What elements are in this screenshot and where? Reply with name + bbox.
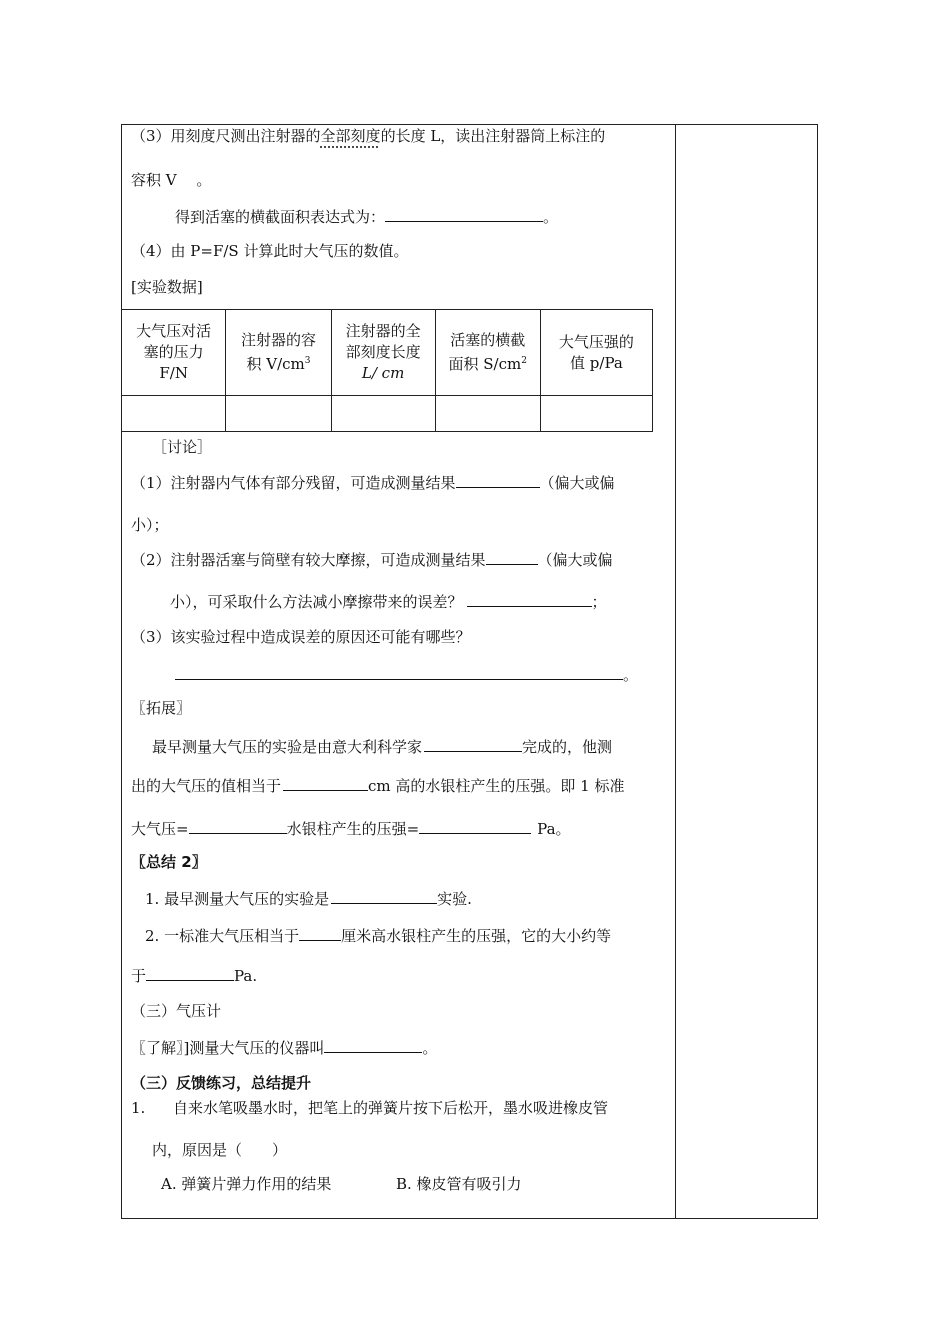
extension-heading: 〖拓展〗 bbox=[131, 699, 192, 717]
barometer-blank[interactable] bbox=[324, 1037, 422, 1053]
h2-line2 bbox=[228, 351, 328, 375]
step3-text-a: （3）用刻度尺测出注射器的 bbox=[131, 127, 321, 145]
h5-line1: 大气压强的 bbox=[558, 332, 634, 351]
cell-force[interactable] bbox=[122, 396, 226, 432]
s3-text-b: Pa. bbox=[234, 967, 258, 985]
h3-line1: 注射器的全 bbox=[345, 322, 421, 340]
step3-line1 bbox=[131, 126, 605, 146]
discussion-q3: （3）该实验过程中造成误差的原因还可能有哪些？ bbox=[131, 628, 471, 646]
data-heading: [实验数据] bbox=[131, 278, 203, 296]
h5-line2: 值 p/Pa bbox=[570, 353, 623, 372]
q1-blank[interactable] bbox=[456, 472, 540, 488]
ext-l3-text-b: 水银柱产生的压强= bbox=[286, 820, 420, 838]
cell-area[interactable] bbox=[435, 396, 540, 432]
s1-text-b: 实验. bbox=[437, 890, 472, 908]
s1-blank[interactable] bbox=[331, 888, 437, 904]
ext-l2-text: 出的大气压的值相当于 bbox=[131, 777, 282, 795]
q2-text-c: 小），可采取什么方法减小摩擦带来的误差？ bbox=[170, 593, 463, 611]
area-end: 。 bbox=[543, 208, 559, 226]
h2-line1: 注射器的容 bbox=[240, 331, 316, 349]
summary-s1 bbox=[145, 888, 472, 909]
barometer-text: 〖了解〗]测量大气压的仪器叫 bbox=[131, 1039, 325, 1057]
area-blank[interactable] bbox=[385, 206, 543, 222]
h4-sup: 2 bbox=[521, 356, 527, 366]
ext-l2-text-b: cm 高的水银柱产生的压强。即 1 标准 bbox=[368, 777, 625, 795]
step3-line2: 容积 V 。 bbox=[131, 171, 212, 189]
discussion-q3-answer bbox=[175, 664, 638, 685]
header-pressure-force bbox=[122, 310, 226, 396]
h2-sup: 3 bbox=[304, 356, 311, 366]
h1-line2: 塞的压力 bbox=[143, 343, 204, 361]
q2-text-d: ； bbox=[591, 593, 607, 611]
mmhg-blank[interactable] bbox=[189, 818, 287, 834]
summary-heading: 〖总结 2〗 bbox=[131, 853, 207, 871]
scientist-blank[interactable] bbox=[424, 736, 522, 752]
cell-length[interactable] bbox=[331, 396, 435, 432]
experiment-data-table bbox=[121, 309, 653, 432]
ext-l1-text-b: 完成的，他测 bbox=[522, 738, 613, 756]
area-label: 得到活塞的横截面积表达式为： bbox=[175, 208, 386, 226]
q3-blank[interactable] bbox=[175, 664, 623, 680]
q2-text: （2）注射器活塞与筒壁有较大摩擦，可造成测量结果 bbox=[131, 551, 486, 569]
practice-q1-line2: 内，原因是（ ） bbox=[152, 1141, 288, 1159]
table-header-row bbox=[122, 310, 653, 396]
h1-line3: F/N bbox=[159, 364, 188, 382]
discussion-q2-cont bbox=[170, 591, 607, 612]
s2-text-b: 厘米高水银柱产生的压强，它的大小约等 bbox=[341, 927, 612, 945]
h1-line1: 大气压对活 bbox=[136, 322, 212, 340]
step3-text-b: 的长度 L，读出注射器筒上标注的 bbox=[380, 127, 606, 145]
discussion-q1-cont: 小）； bbox=[131, 516, 169, 534]
mercury-height-blank[interactable] bbox=[283, 775, 368, 791]
header-pressure-value bbox=[540, 310, 652, 396]
discussion-q2 bbox=[131, 549, 613, 570]
discussion-heading: ［讨论］ bbox=[152, 438, 213, 456]
q2-blank[interactable] bbox=[486, 549, 538, 565]
step3-dotted-text: 全部刻度 bbox=[320, 127, 381, 145]
ext-l3-text: 大气压= bbox=[131, 820, 189, 838]
ext-l3-text-c: Pa。 bbox=[537, 820, 571, 838]
header-scale-length bbox=[331, 310, 435, 396]
practice-heading: （三）反馈练习，总结提升 bbox=[131, 1074, 312, 1092]
practice-option-a: A. 弹簧片弹力作用的结果 bbox=[161, 1175, 332, 1193]
summary-s2 bbox=[145, 925, 611, 946]
practice-option-b: B. 橡皮管有吸引力 bbox=[396, 1175, 522, 1193]
s3-text: 于 bbox=[131, 967, 147, 985]
extension-line2 bbox=[131, 775, 625, 796]
h4-line2 bbox=[438, 351, 538, 375]
cell-volume[interactable] bbox=[226, 396, 331, 432]
extension-line1 bbox=[152, 736, 612, 757]
barometer-end: 。 bbox=[422, 1039, 438, 1057]
s3-blank[interactable] bbox=[146, 965, 234, 981]
practice-q1-num: 1. bbox=[131, 1099, 146, 1117]
step4: （4）由 P=F/S 计算此时大气压的数值。 bbox=[131, 242, 409, 260]
s2-blank[interactable] bbox=[299, 925, 341, 941]
h4-line1: 活塞的横截 bbox=[450, 331, 526, 349]
q3-end: 。 bbox=[623, 666, 639, 684]
extension-line3 bbox=[131, 818, 571, 839]
h3-line2: 部刻度长度 bbox=[345, 343, 421, 361]
q2-method-blank[interactable] bbox=[467, 591, 592, 607]
area-expression-line bbox=[175, 206, 558, 227]
h2-line2-text: 积 V/cm bbox=[246, 355, 305, 373]
q1-text-b: （偏大或偏 bbox=[539, 474, 615, 492]
s1-text: 1. 最早测量大气压的实验是 bbox=[145, 890, 330, 908]
q2-text-b: （偏大或偏 bbox=[537, 551, 613, 569]
h4-line2-text: 面积 S/cm bbox=[448, 355, 522, 373]
table-data-row bbox=[122, 396, 653, 432]
q1-text: （1）注射器内气体有部分残留，可造成测量结果 bbox=[131, 474, 456, 492]
practice-q1-line1: 自来水笔吸墨水时，把笔上的弹簧片按下后松开，墨水吸进橡皮管 bbox=[173, 1099, 609, 1117]
pascal-blank[interactable] bbox=[419, 818, 531, 834]
h3-line3: L/ cm bbox=[361, 364, 405, 382]
discussion-q1 bbox=[131, 472, 615, 493]
header-syringe-volume bbox=[226, 310, 331, 396]
margin-column-divider bbox=[675, 124, 676, 1219]
summary-s3 bbox=[131, 965, 257, 986]
cell-pressure[interactable] bbox=[540, 396, 652, 432]
barometer-heading: （三）气压计 bbox=[131, 1002, 222, 1020]
s2-text: 2. 一标准大气压相当于 bbox=[145, 927, 300, 945]
barometer-line bbox=[131, 1037, 437, 1058]
ext-l1-text: 最早测量大气压的实验是由意大利科学家 bbox=[152, 738, 423, 756]
header-piston-area bbox=[435, 310, 540, 396]
